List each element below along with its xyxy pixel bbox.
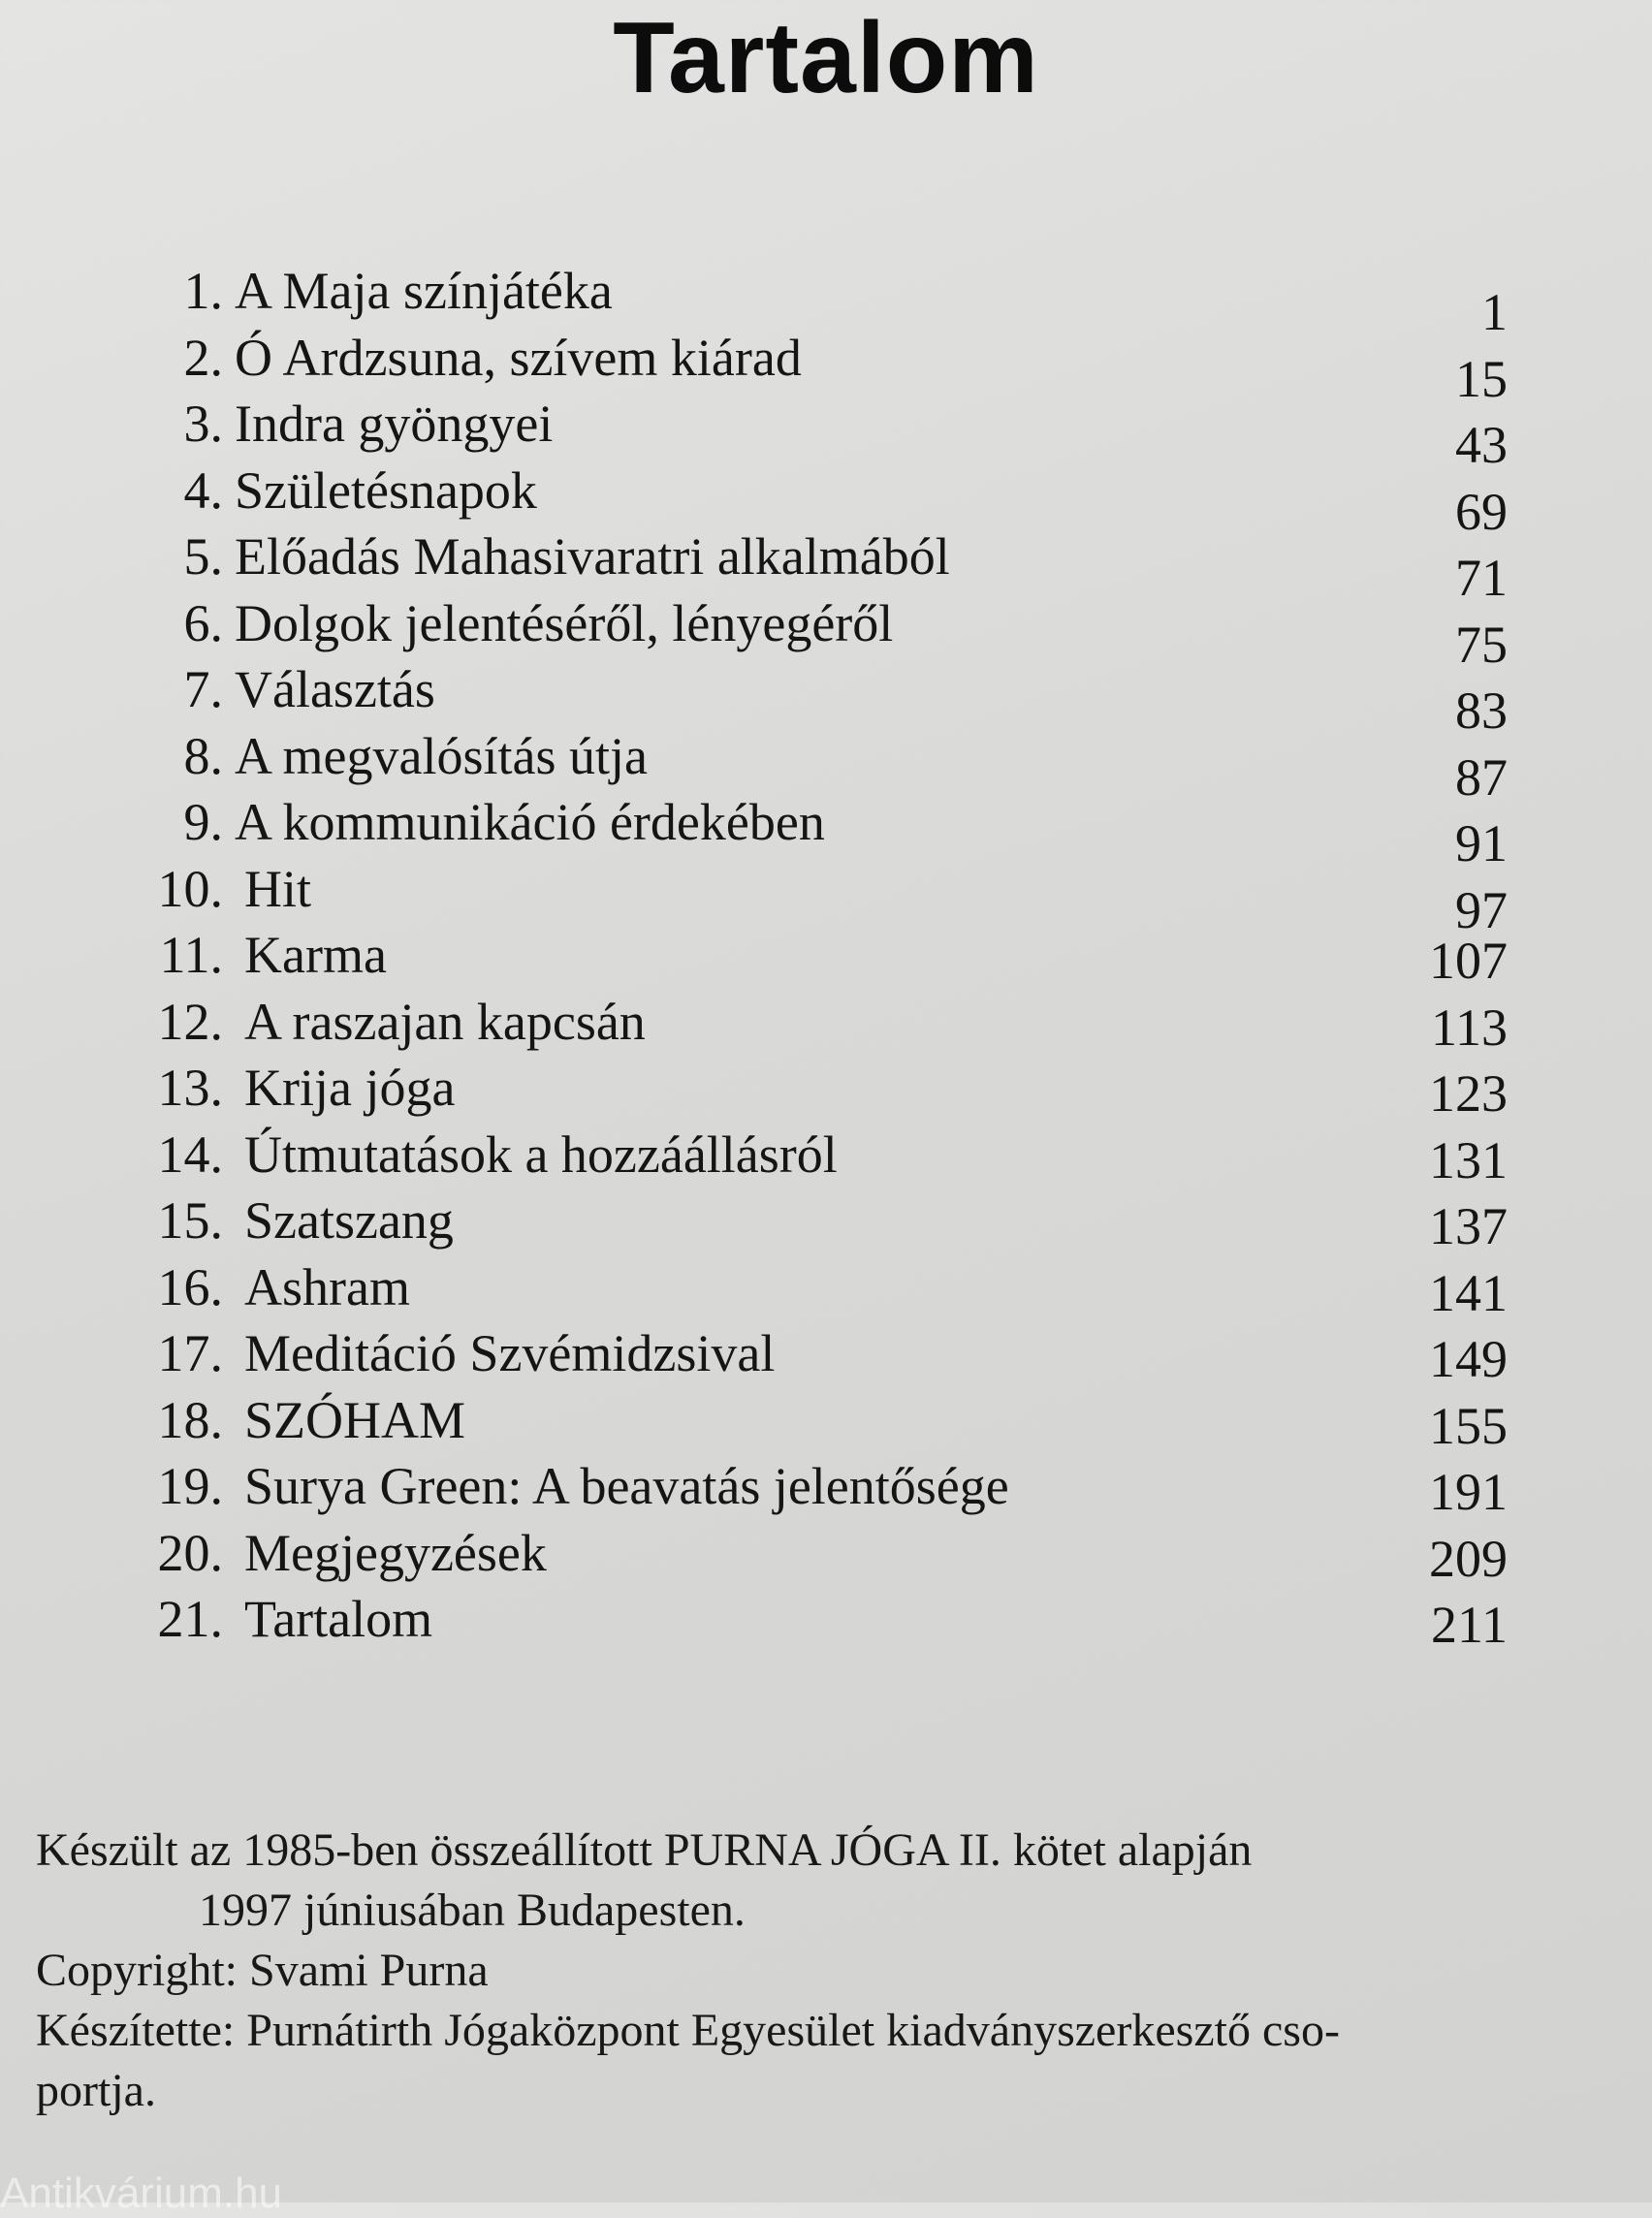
toc-page-number: 137 xyxy=(1429,1197,1508,1255)
toc-page-number: 43 xyxy=(1455,416,1508,474)
toc-page-number: 1 xyxy=(1481,283,1508,341)
table-of-contents xyxy=(131,258,1508,1653)
toc-page-number: 87 xyxy=(1455,747,1508,807)
credits-line-continued: portja. xyxy=(36,2065,156,2116)
toc-number: 20. xyxy=(157,1523,223,1582)
toc-chapter-title: Ashram xyxy=(244,1257,410,1316)
toc-chapter-title: Hit xyxy=(244,859,312,918)
toc-page-number: 141 xyxy=(1429,1263,1508,1322)
toc-number: 19. xyxy=(157,1457,223,1515)
toc-row xyxy=(131,590,1508,674)
credits-line: Készítette: Purnátirth Jógaközpont Egyesület kiadványszerkesztő cso- xyxy=(36,2005,1340,2056)
toc-row xyxy=(131,523,1508,607)
toc-chapter-title: Útmutatások a hozzáállásról xyxy=(244,1125,838,1184)
toc-page-number: 131 xyxy=(1429,1130,1508,1189)
toc-number: 15. xyxy=(157,1191,223,1250)
toc-row xyxy=(131,1520,1508,1587)
toc-chapter-title: SZÓHAM xyxy=(244,1390,466,1449)
toc-page-number: 71 xyxy=(1455,549,1508,607)
toc-number: 18. xyxy=(157,1390,223,1449)
watermark: Antikvárium.hu xyxy=(0,2170,283,2217)
toc-row xyxy=(131,1586,1508,1653)
toc-number: 7. xyxy=(183,660,223,718)
toc-number: 4. xyxy=(183,460,223,520)
colophon xyxy=(36,1821,1587,2121)
toc-number: 13. xyxy=(157,1059,223,1117)
toc-row xyxy=(131,458,1508,541)
toc-chapter-title: Szatszang xyxy=(244,1191,454,1250)
toc-number: 6. xyxy=(183,593,223,652)
toc-number: 12. xyxy=(157,992,223,1051)
toc-chapter-title: Surya Green: A beavatás jelentősége xyxy=(244,1457,1009,1515)
toc-page-number: 191 xyxy=(1429,1463,1508,1521)
toc-number: 8. xyxy=(183,726,223,785)
toc-chapter-title: A raszajan kapcsán xyxy=(244,992,646,1051)
toc-row xyxy=(131,391,1508,474)
toc-page-number: 211 xyxy=(1431,1596,1508,1654)
toc-number: 3. xyxy=(183,395,223,453)
toc-page-number: 209 xyxy=(1429,1529,1508,1588)
toc-page-number: 83 xyxy=(1455,681,1508,740)
toc-number: 16. xyxy=(157,1257,223,1316)
toc-number: 2. xyxy=(183,328,223,387)
toc-number: 11. xyxy=(159,926,223,984)
toc-page-number: 155 xyxy=(1429,1396,1508,1455)
toc-chapter-title: Ó Ardzsuna, szívem kiárad xyxy=(235,328,802,387)
page-title: Tartalom xyxy=(613,2,1039,114)
toc-row xyxy=(131,1453,1508,1520)
toc-row xyxy=(131,1254,1508,1321)
toc-page-number: 69 xyxy=(1455,482,1508,541)
toc-row xyxy=(131,656,1508,740)
toc-row xyxy=(131,325,1508,408)
colophon-date-line: 1997 júniusában Budapesten. xyxy=(199,1885,746,1936)
toc-number: 14. xyxy=(157,1125,223,1184)
toc-page-number: 75 xyxy=(1455,615,1508,674)
toc-chapter-title: Választás xyxy=(235,660,435,718)
toc-page-number: 113 xyxy=(1431,998,1508,1057)
toc-page-number: 91 xyxy=(1455,814,1508,872)
toc-page-number: 97 xyxy=(1455,880,1508,939)
copyright-line: Copyright: Svami Purna xyxy=(36,1945,489,1996)
toc-chapter-title: Indra gyöngyei xyxy=(235,395,554,453)
toc-row xyxy=(131,789,1508,872)
toc-row xyxy=(131,856,1508,939)
toc-row xyxy=(131,922,1508,989)
toc-chapter-title: Meditáció Szvémidzsival xyxy=(244,1324,776,1382)
colophon-source-line: Készült az 1985-ben összeállított PURNA JÓGA II. kötet alapján xyxy=(36,1824,1253,1876)
toc-number: 9. xyxy=(183,793,223,851)
toc-row xyxy=(131,258,1508,341)
toc-number: 21. xyxy=(157,1590,223,1648)
toc-chapter-title: Dolgok jelentéséről, lényegéről xyxy=(235,593,894,652)
toc-row xyxy=(131,1320,1508,1387)
toc-page-number: 149 xyxy=(1429,1330,1508,1388)
toc-chapter-title: A kommunikáció érdekében xyxy=(235,793,825,851)
toc-chapter-title: Krija jóga xyxy=(244,1059,456,1117)
toc-chapter-title: Tartalom xyxy=(244,1590,433,1648)
toc-row xyxy=(131,989,1508,1056)
toc-number: 10. xyxy=(157,859,223,918)
toc-row xyxy=(131,1055,1508,1122)
toc-chapter-title: Megjegyzések xyxy=(244,1523,547,1582)
toc-row xyxy=(131,1188,1508,1254)
toc-chapter-title: Karma xyxy=(244,926,387,984)
toc-chapter-title: Előadás Mahasivaratri alkalmából xyxy=(235,527,950,586)
toc-chapter-title: A megvalósítás útja xyxy=(235,726,648,785)
toc-row xyxy=(131,1387,1508,1454)
toc-chapter-title: Születésnapok xyxy=(235,460,537,520)
toc-number: 5. xyxy=(183,527,223,586)
toc-row xyxy=(131,1122,1508,1188)
toc-page-number: 123 xyxy=(1429,1064,1508,1123)
toc-page-number: 107 xyxy=(1429,932,1508,990)
toc-row xyxy=(131,723,1508,807)
toc-number: 1. xyxy=(183,262,223,320)
toc-number: 17. xyxy=(157,1324,223,1382)
toc-chapter-title: A Maja színjátéka xyxy=(235,262,613,320)
toc-page-number: 15 xyxy=(1455,349,1508,408)
